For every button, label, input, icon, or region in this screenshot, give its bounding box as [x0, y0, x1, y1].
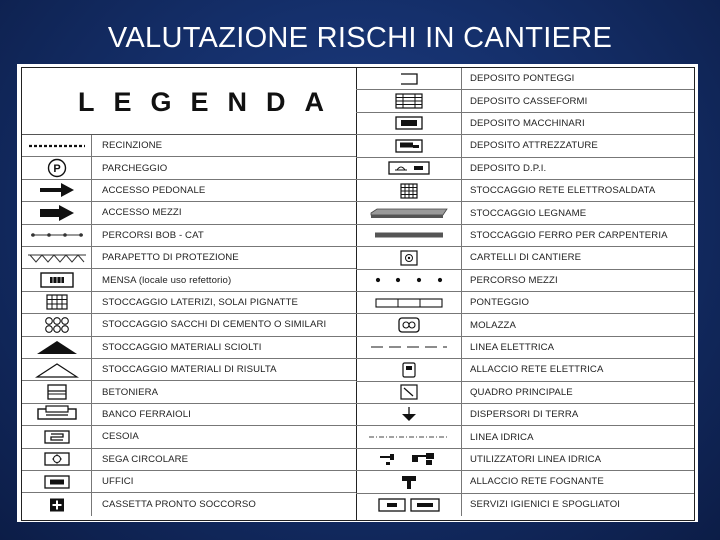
water-tap-icon — [356, 449, 462, 470]
electric-line-icon — [356, 337, 462, 358]
mortar-mixer-icon — [356, 314, 462, 335]
legend-label: PARCHEGGIO — [102, 162, 168, 174]
legend-label: DEPOSITO ATTREZZATURE — [470, 140, 598, 152]
legend-label: PARAPETTO DI PROTEZIONE — [102, 252, 239, 264]
legend-row — [22, 449, 356, 471]
machinery-depot-icon — [356, 113, 462, 134]
legend-row — [22, 493, 356, 515]
legend-row — [22, 135, 356, 157]
legend-label: UTILIZZATORI LINEA IDRICA — [470, 453, 602, 465]
legend-row — [356, 247, 694, 269]
legend-row — [356, 270, 694, 292]
legend-row — [22, 381, 356, 403]
debris-pile-icon — [22, 359, 92, 380]
legend-row — [356, 337, 694, 359]
legend-label: CESOIA — [102, 431, 139, 443]
legend-row — [356, 202, 694, 224]
legend-row — [22, 292, 356, 314]
legend-right-column — [356, 68, 694, 520]
legend-row — [22, 426, 356, 448]
water-line-icon — [356, 426, 462, 447]
vehicle-arrow-icon — [22, 202, 92, 223]
guardrail-icon — [22, 247, 92, 268]
legend-label: UFFICI — [102, 476, 134, 488]
legend-label: STOCCAGGIO MATERIALI DI RISULTA — [102, 364, 277, 376]
legend-label: ALLACCIO RETE FOGNANTE — [470, 476, 604, 488]
legend-row — [22, 471, 356, 493]
legend-label: STOCCAGGIO RETE ELETTROSALDATA — [470, 185, 656, 197]
bobcat-path-icon — [22, 225, 92, 246]
shears-icon — [22, 426, 92, 447]
main-panel-icon — [356, 382, 462, 403]
legend-label: RECINZIONE — [102, 140, 163, 152]
legend-row — [22, 269, 356, 291]
legend-row — [22, 314, 356, 336]
ppe-depot-icon — [356, 158, 462, 179]
legend-row — [356, 180, 694, 202]
legend-sheet — [17, 64, 698, 522]
canteen-icon — [22, 269, 92, 290]
first-aid-box-icon — [22, 493, 92, 515]
legend-label: LINEA ELETTRICA — [470, 341, 555, 353]
legend-row — [22, 180, 356, 202]
brick-storage-icon — [22, 292, 92, 313]
loose-material-pile-icon — [22, 337, 92, 358]
legend-label: PERCORSO MEZZI — [470, 274, 558, 286]
ironworker-bench-icon — [22, 404, 92, 425]
legend-label: STOCCAGGIO FERRO PER CARPENTERIA — [470, 229, 668, 241]
toilets-changing-icon — [356, 494, 462, 516]
legend-label: DEPOSITO PONTEGGI — [470, 73, 575, 85]
pedestrian-arrow-icon — [22, 180, 92, 201]
legend-label: PONTEGGIO — [470, 297, 530, 309]
legend-row — [356, 449, 694, 471]
legend-row — [356, 68, 694, 90]
legend-label: ACCESSO MEZZI — [102, 207, 182, 219]
legend-row — [356, 314, 694, 336]
ground-electrode-icon — [356, 404, 462, 425]
legend-heading: LEGENDA — [78, 87, 344, 117]
legend-label: DEPOSITO CASSEFORMI — [470, 95, 588, 107]
cement-bags-icon — [22, 314, 92, 335]
legend-label: STOCCAGGIO LEGNAME — [470, 207, 587, 219]
legend-label: DEPOSITO D.P.I. — [470, 162, 547, 174]
legend-label: PERCORSI BOB - CAT — [102, 229, 204, 241]
dashed-fence-line-icon — [22, 135, 92, 156]
legend-label: BETONIERA — [102, 386, 159, 398]
sewer-connection-icon — [356, 471, 462, 492]
scaffolding-icon — [356, 292, 462, 313]
legend-row — [356, 225, 694, 247]
legend-label: ALLACCIO RETE ELETTRICA — [470, 364, 604, 376]
circular-saw-icon — [22, 449, 92, 470]
legend-label: LINEA IDRICA — [470, 431, 534, 443]
rebar-bar-icon — [356, 225, 462, 246]
legend-row — [356, 359, 694, 381]
legend-row — [356, 382, 694, 404]
legend-label: STOCCAGGIO SACCHI DI CEMENTO O SIMILARI — [102, 319, 327, 331]
dotted-vehicle-path-icon — [356, 270, 462, 291]
legend-label: DISPERSORI DI TERRA — [470, 409, 579, 421]
formwork-depot-icon — [356, 90, 462, 111]
equipment-depot-icon — [356, 135, 462, 156]
legend-row — [356, 135, 694, 157]
legend-row — [356, 426, 694, 448]
legend-label: BANCO FERRAIOLI — [102, 408, 191, 420]
legend-label: SEGA CIRCOLARE — [102, 453, 189, 465]
legend-label: STOCCAGGIO LATERIZI, SOLAI PIGNATTE — [102, 296, 298, 308]
legend-row — [356, 292, 694, 314]
legend-row — [356, 471, 694, 493]
legend-row — [356, 113, 694, 135]
legend-row — [22, 359, 356, 381]
legend-row — [356, 90, 694, 112]
legend-row — [356, 404, 694, 426]
legend-row — [356, 494, 694, 516]
scaffold-depot-icon — [356, 68, 462, 89]
legend-label: QUADRO PRINCIPALE — [470, 386, 573, 398]
legend-label: STOCCAGGIO MATERIALI SCIOLTI — [102, 341, 262, 353]
legend-row — [22, 157, 356, 179]
legend-label: MOLAZZA — [470, 319, 517, 331]
legend-label: DEPOSITO MACCHINARI — [470, 117, 585, 129]
legend-label: SERVIZI IGIENICI E SPOGLIATOI — [470, 499, 621, 511]
parking-p-icon — [22, 157, 92, 178]
legend-left-column — [22, 68, 357, 520]
svg-text:P: P — [52, 163, 61, 176]
legend-label: CARTELLI DI CANTIERE — [470, 252, 582, 264]
legend-label: MENSA (locale uso refettorio) — [102, 274, 232, 286]
site-sign-icon — [356, 247, 462, 268]
slide-title: VALUTAZIONE RISCHI IN CANTIERE — [107, 22, 613, 54]
concrete-mixer-icon — [22, 381, 92, 402]
legend-row — [22, 225, 356, 247]
office-icon — [22, 471, 92, 492]
legend-table — [21, 67, 695, 521]
legend-header — [22, 68, 356, 135]
legend-label: CASSETTA PRONTO SOCCORSO — [102, 499, 256, 511]
legend-row — [22, 247, 356, 269]
timber-plank-icon — [356, 202, 462, 223]
welded-mesh-icon — [356, 180, 462, 201]
legend-row — [22, 337, 356, 359]
legend-label: ACCESSO PEDONALE — [102, 184, 206, 196]
legend-row — [22, 202, 356, 224]
legend-row — [356, 158, 694, 180]
legend-row — [22, 404, 356, 426]
power-connection-icon — [356, 359, 462, 380]
